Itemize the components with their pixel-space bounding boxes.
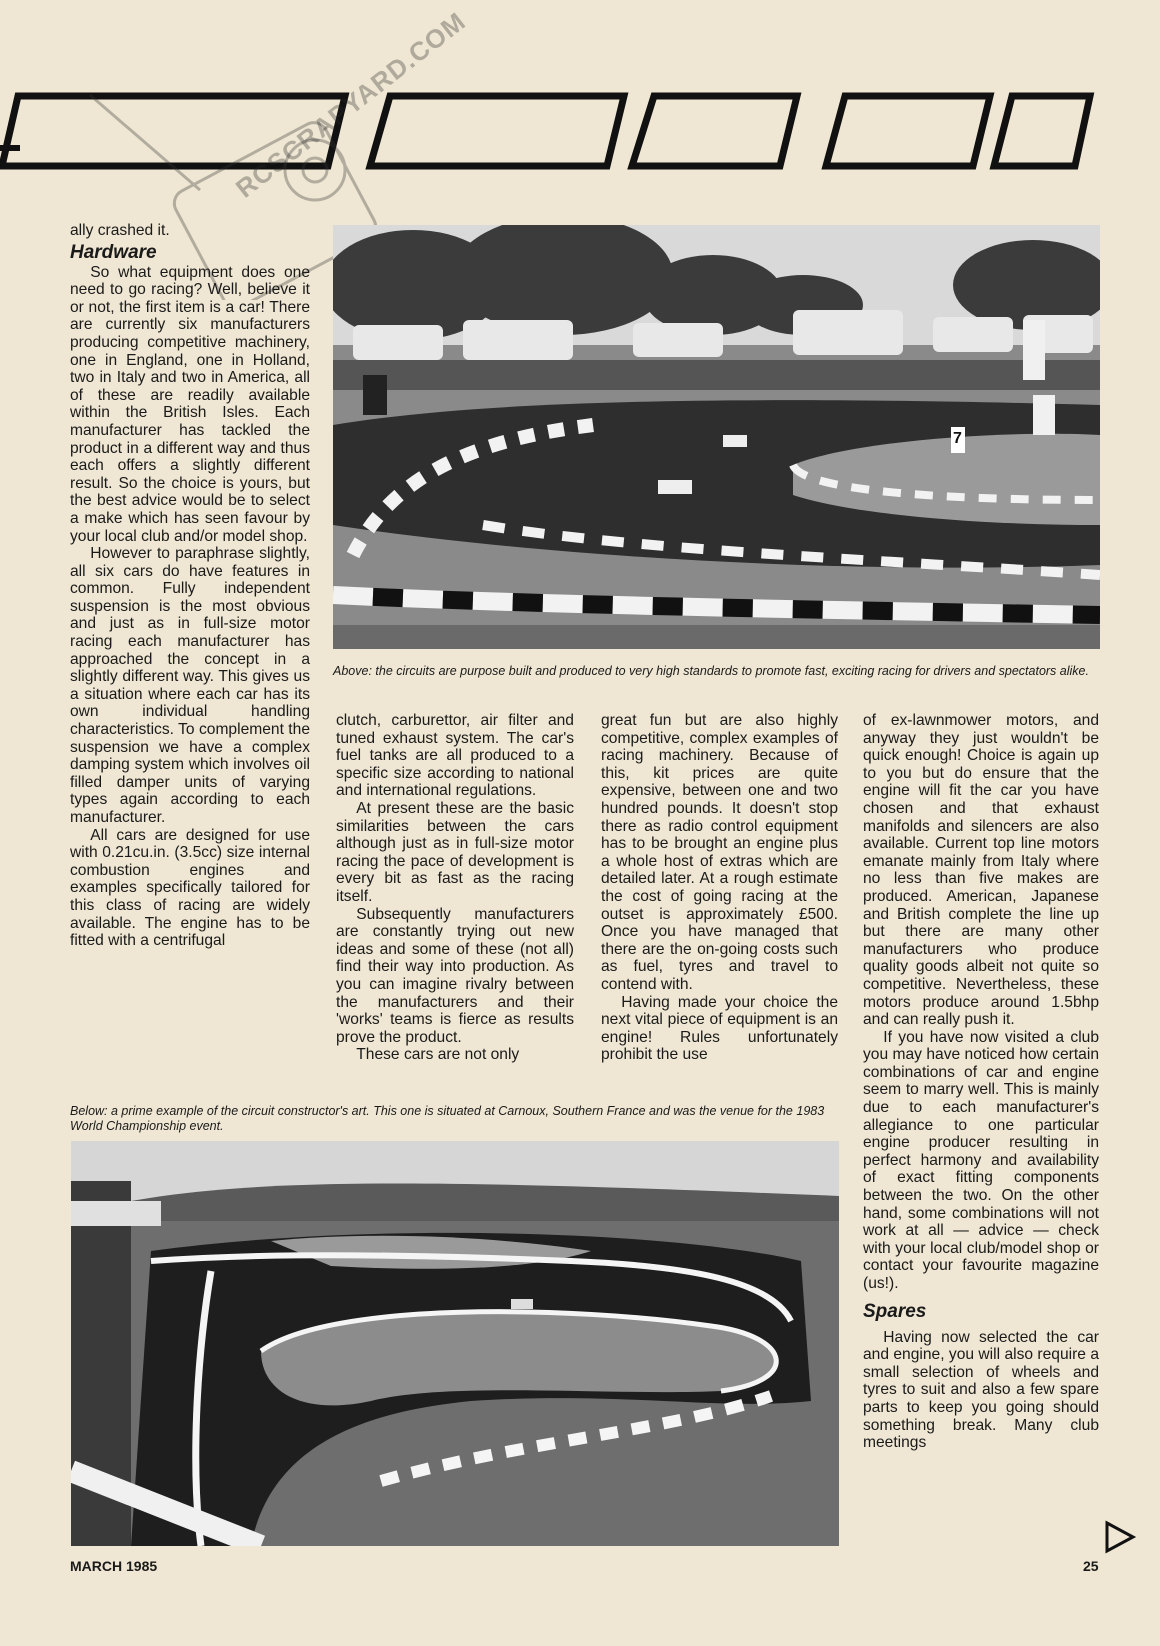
headline-banner <box>0 88 1160 178</box>
section-heading-spares: Spares <box>863 1300 927 1322</box>
photo-circuit-bottom <box>71 1141 839 1546</box>
column-1-lead: ally crashed it. <box>70 222 170 239</box>
column-3-paragraph: great fun but are also highly competitive, complex examples of racing machinery. Because of this, kit prices are quite expensive, between one and two hundred pounds. It doesn't stop there as radio control equipment has to be brought an engine plus a whole host of extras which are detailed later. At a rough estimate the cost of going racing at the outset is approximately £500. Once you have managed that there are the on-going costs such as fuel, tyres and travel to contend with. <box>601 712 838 993</box>
footer-date: MARCH 1985 <box>70 1558 158 1574</box>
column-2-paragraph: At present these are the basic similarities between the cars although just as in full-size motor racing the pace of development is every bit as fast as the racing itself. <box>336 799 574 905</box>
column-4-paragraph: Having now selected the car and engine, you will also require a small selection of wheels and tyres to suit and also a few spare parts to keep you going should something break. Many club meetings <box>863 1328 1099 1452</box>
column-4-paragraph: of ex-lawnmower motors, and anyway they just wouldn't be quick enough! Choice is again up to you but do ensure that the engine will fit the car you have chosen and that exhaust manifolds and silencers are also available. Current top line motors emanate mainly from Italy where no less than five makes are produced. American, Japanese and British complete the line up but there are many other manufacturers who produce quality goods albeit not quite so competitive. Nevertheless, these motors produce around 1.5bhp and can really push it. <box>863 712 1099 1029</box>
column-4-paragraph: If you have now visited a club you may have noticed how certain combinations of car and engine seem to marry well. This is mainly due to each manufacturer's allegiance to one particular engine producer resulting in perfect harmony and availability of exact fitting components between the two. On the other hand, some combinations will not work at all — advice — check with your local club/model shop or contact your favourite magazine (us!). <box>863 1028 1099 1292</box>
column-1 <box>70 222 310 950</box>
track-marker-number: 7 <box>953 430 962 447</box>
column-4 <box>863 712 1099 1452</box>
column-1-paragraph: However to paraphrase slightly, all six cars do have features in common. Fully independent suspension is the most obvious and just as in full-size motor racing each manufacturer has approached the concept in a slightly different way. This gives us a situation where each car has its own individual handling characteristics. To complement the suspension we have a complex damping system which involves oil filled damper units of varying types again according to each manufacturer. <box>70 545 310 826</box>
column-3 <box>601 712 838 1064</box>
column-2 <box>336 712 574 1064</box>
watermark-text: RCSCRAPYARD.COM <box>230 5 472 204</box>
caption-top: Above: the circuits are purpose built and produced to very high standards to promote fast, exciting racing for drivers and spectators alike. <box>333 664 1089 678</box>
column-2-paragraph: These cars are not only <box>356 1046 520 1064</box>
page-number: 25 <box>1083 1558 1099 1574</box>
column-3-paragraph: Having made your choice the next vital piece of equipment is an engine! Rules unfortunately prohibit the use <box>601 993 838 1064</box>
column-1-paragraph: All cars are designed for use with 0.21cu.in. (3.5cc) size internal combustion engines and examples specifically tailored for this class of racing are widely available. The engine has to be fitted with a centrifugal <box>70 826 310 950</box>
column-2-paragraph: clutch, carburettor, air filter and tuned exhaust system. The car's fuel tanks are all produced to a specific size according to national and international regulations. <box>336 712 574 800</box>
continue-arrow-icon <box>1103 1520 1137 1554</box>
caption-bottom: Below: a prime example of the circuit constructor's art. This one is situated at Carnoux, Southern France and was the venue for the 1983 World Championship event. <box>70 1104 825 1133</box>
section-heading-hardware: Hardware <box>70 241 157 263</box>
column-2-paragraph: Subsequently manufacturers are constantly trying out new ideas and some of these (not all) find their way into production. As you can imagine rivalry between the manufacturers and their 'works' teams is fierce as results prove the product. <box>336 905 574 1046</box>
photo-circuit-top <box>333 225 1100 649</box>
column-1-paragraph: So what equipment does one need to go racing? Well, believe it or not, the first item is a car! There are currently six manufacturers producing competitive machinery, one in England, one in Holland, two in Italy and two in America, all of these are readily available within the British Isles. Each manufacturer has tackled the product in a different way and thus each offers a slightly different result. So the choice is yours, but the best advice would be to select a make which has seen favour by your local club and/or model shop. <box>70 263 310 545</box>
